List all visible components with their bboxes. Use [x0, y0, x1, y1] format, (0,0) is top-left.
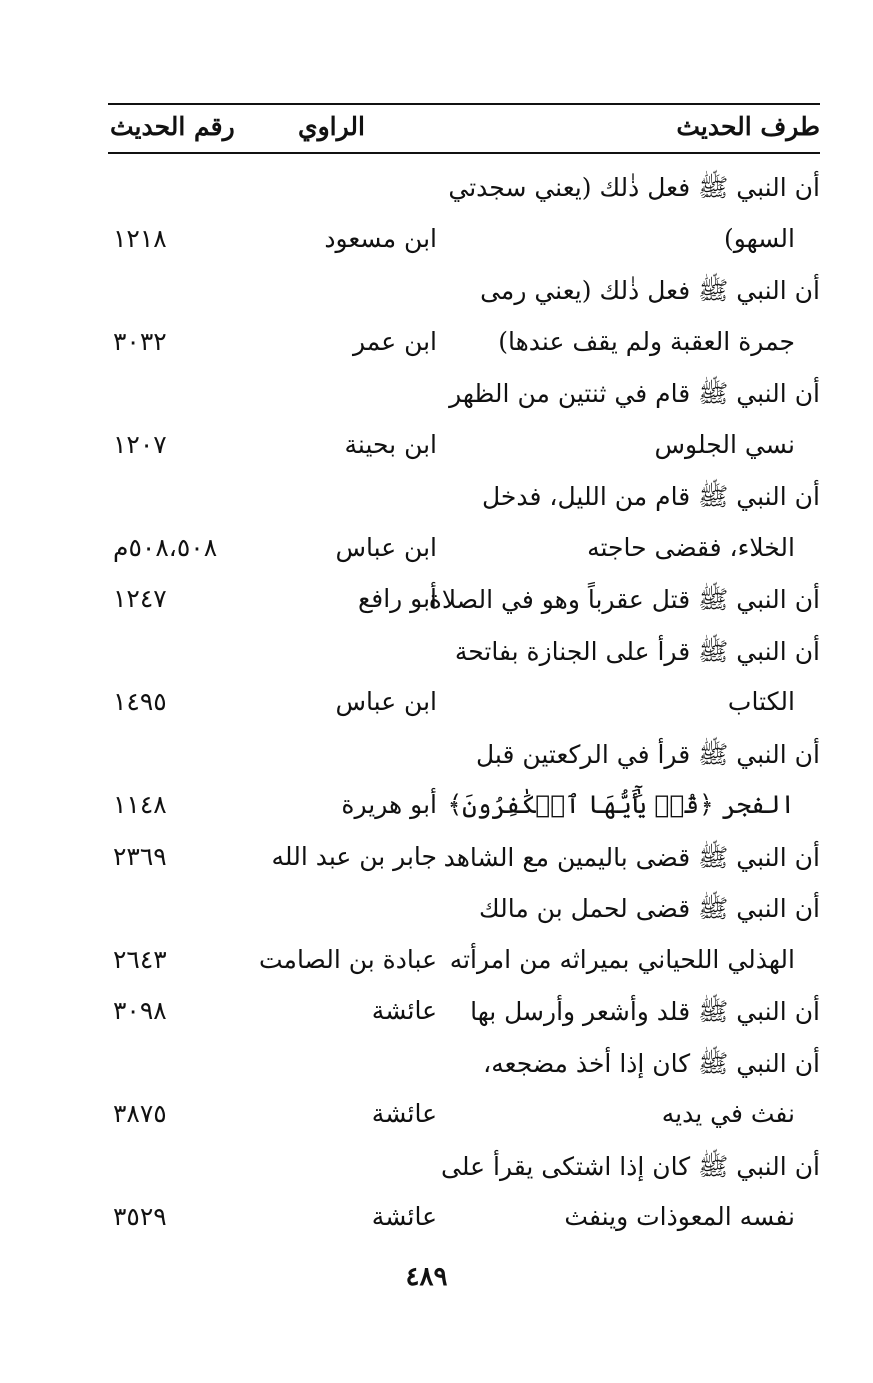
hadith-text-line: أن النبي ﷺ فعل ذٰلك (يعني سجدتي: [448, 173, 820, 202]
narrator-name: ابن عباس: [335, 687, 437, 716]
narrator-name: أبو رافع: [357, 584, 437, 613]
hadith-text-line: جمرة العقبة ولم يقف عندها): [498, 326, 795, 356]
top-rule: [108, 103, 820, 105]
hadith-text-line: أن النبي ﷺ فعل ذٰلك (يعني رمى: [480, 276, 820, 305]
hadith-text-line: أن النبي ﷺ قرأ في الركعتين قبل: [475, 739, 820, 769]
narrator-name: عائشة: [371, 1099, 437, 1128]
hadith-text-line: الخلاء، فقضى حاجته: [587, 532, 795, 562]
hadith-number: ٣٨٧٥: [113, 1099, 167, 1128]
hadith-text-line: أن النبي ﷺ كان إذا اشتكى يقرأ على: [441, 1151, 820, 1181]
hadith-text-line: أن النبي ﷺ كان إذا أخذ مضجعه،: [483, 1048, 820, 1078]
hadith-number: ٢٦٤٣: [113, 944, 167, 974]
header-hadith-number: رقم الحديث: [110, 112, 235, 141]
narrator-name: عبادة بن الصامت: [259, 944, 437, 974]
hadith-text-line: أن النبي ﷺ قضى باليمين مع الشاهد: [443, 842, 820, 872]
hadith-number: ١٢١٨: [113, 223, 167, 253]
hadith-number: ٥٠٨،٥٠٨م: [113, 532, 218, 562]
narrator-name: ابن عمر: [352, 326, 437, 356]
hadith-text-line: الفجر ﴿قُلۡ يَٰٓأَيُّهَا ٱلۡكَٰفِرُونَ﴾: [447, 790, 795, 819]
hadith-number: ٣٥٢٩: [113, 1202, 167, 1231]
hadith-text-line: نفسه المعوذات وينفث: [564, 1202, 795, 1231]
hadith-number: ٢٣٦٩: [113, 841, 167, 871]
hadith-text-line: أن النبي ﷺ قام في ثنتين من الظهر: [449, 379, 820, 408]
header-narrator: الراوي: [298, 112, 365, 141]
hadith-text-line: أن النبي ﷺ قضى لحمل بن مالك: [479, 894, 820, 923]
hadith-number: ١١٤٨: [113, 790, 167, 819]
hadith-number: ٣٠٣٢: [113, 326, 167, 356]
hadith-number: ٣٠٩٨: [113, 996, 167, 1025]
hadith-text-line: الهذلي اللحياني بميراثه من امرأته: [449, 944, 795, 974]
narrator-name: ابن مسعود: [324, 223, 437, 253]
hadith-text-line: نفث في يديه: [661, 1099, 795, 1128]
header-rule: [108, 152, 820, 154]
narrator-name: ابن بحينة: [344, 429, 437, 459]
hadith-text-line: أن النبي ﷺ قام من الليل، فدخل: [482, 482, 820, 511]
narrator-name: أبو هريرة: [341, 790, 437, 819]
hadith-text-line: أن النبي ﷺ قتل عقرباً وهو في الصلاة: [428, 585, 820, 614]
narrator-name: عائشة: [371, 996, 437, 1025]
narrator-name: ابن عباس: [335, 532, 437, 562]
hadith-number: ١٢٠٧: [113, 429, 167, 459]
header-hadith-text: طرف الحديث: [676, 112, 820, 141]
hadith-text-line: أن النبي ﷺ قرأ على الجنازة بفاتحة: [454, 636, 820, 666]
narrator-name: جابر بن عبد الله: [271, 841, 437, 871]
hadith-text-line: أن النبي ﷺ قلد وأشعر وأرسل بها: [470, 997, 820, 1026]
hadith-text-line: السهو): [723, 223, 795, 253]
narrator-name: عائشة: [371, 1202, 437, 1231]
hadith-number: ١٤٩٥: [113, 687, 167, 716]
hadith-text-line: نسي الجلوس: [654, 429, 795, 459]
hadith-text-line: الكتاب: [727, 687, 795, 716]
hadith-number: ١٢٤٧: [113, 584, 167, 613]
page-number: ٤٨٩: [405, 1262, 448, 1292]
